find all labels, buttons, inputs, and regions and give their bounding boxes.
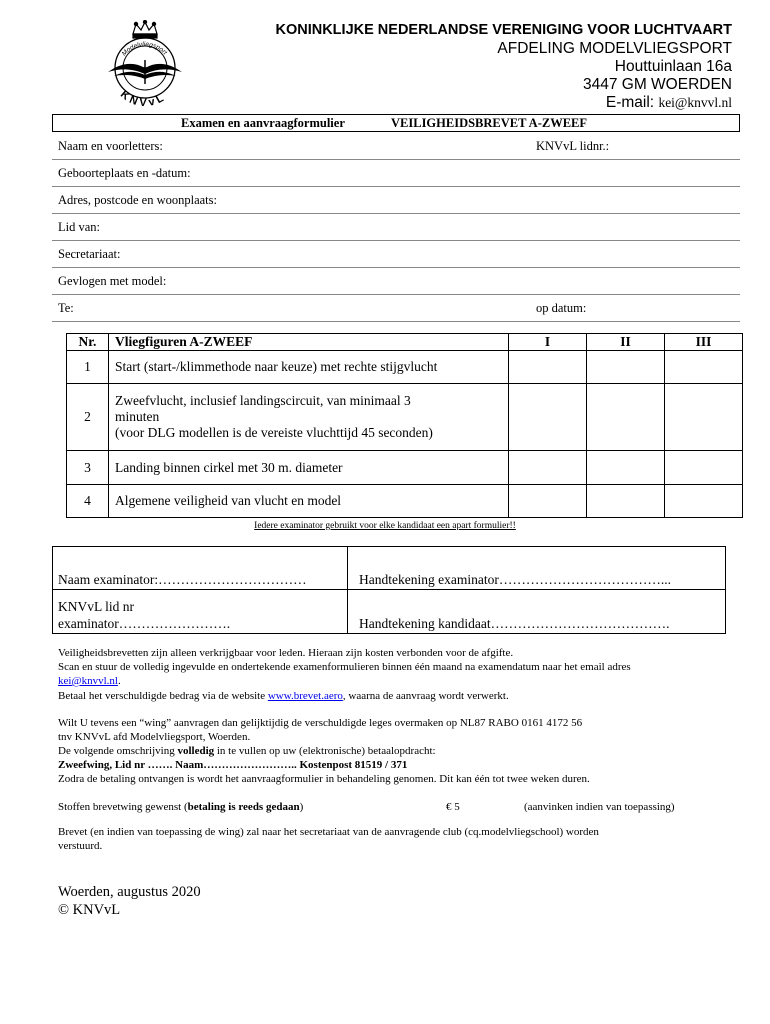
header-nr: Nr. <box>67 334 109 351</box>
propeller-icon <box>137 60 153 84</box>
field-lidnr-label: KNVvL lidnr.: <box>536 139 610 153</box>
form-title-box <box>52 114 740 132</box>
field-location-date[interactable] <box>52 295 740 322</box>
field-birth-label: Geboorteplaats en -datum: <box>58 166 191 180</box>
table-row <box>67 384 743 451</box>
wing-checkbox-note[interactable]: (aanvinken indien van toepassing) <box>524 801 675 813</box>
text-p5: tnv KNVvL afd Modelvliegsport, Woerden. <box>58 731 251 743</box>
address-line-1: Houttuinlaan 16a <box>614 58 732 75</box>
score-cell-3[interactable] <box>665 451 743 485</box>
score-cell-1[interactable] <box>509 351 587 384</box>
text-p4: Wilt U tevens een “wing” aanvragen dan gelijktijdig de verschuldigde leges overmaken op NL87 RABO 0161 4172 56 <box>58 717 583 729</box>
field-name[interactable] <box>52 133 740 160</box>
header-col-3: III <box>665 334 743 351</box>
text-p8: Zodra de betaling ontvangen is wordt het aanvraagformulier in behandeling genomen. Dit kan één tot twee weken duren. <box>58 773 590 785</box>
svg-text:K N V v L <box>118 88 166 109</box>
field-location-label: Te: <box>58 301 74 315</box>
score-cell-2[interactable] <box>587 351 665 384</box>
row-nr: 3 <box>67 451 109 485</box>
examiner-box-divider <box>53 589 725 590</box>
row-desc: Landing binnen cirkel met 30 m. diameter <box>109 451 509 485</box>
wing-price: € 5 <box>446 801 460 813</box>
candidate-signature-field[interactable]: Handtekening kandidaat…………………………………. <box>359 616 670 631</box>
text-p11: verstuurd. <box>58 840 103 852</box>
examiner-note: Iedere examinator gebruikt voor elke kandidaat een apart formulier!! <box>254 521 516 531</box>
examiner-name-field[interactable]: Naam examinator:…………………………… <box>58 572 307 587</box>
row-nr: 4 <box>67 485 109 518</box>
email-line <box>606 94 732 112</box>
table-row <box>67 351 743 384</box>
row-nr: 1 <box>67 351 109 384</box>
examiner-lid-field[interactable]: examinator……………………. <box>58 616 231 631</box>
row-desc <box>109 384 509 451</box>
crown-icon <box>133 20 157 38</box>
score-cell-1[interactable] <box>509 384 587 451</box>
field-birth[interactable] <box>52 160 740 187</box>
text-p3 <box>58 690 509 703</box>
figures-header-row <box>67 334 743 351</box>
field-model[interactable] <box>52 268 740 295</box>
form-title: Examen en aanvraagformulier <box>181 116 345 130</box>
figures-table <box>66 333 743 518</box>
score-cell-3[interactable] <box>665 384 743 451</box>
field-member-of[interactable] <box>52 214 740 241</box>
field-secretariat-label: Secretariaat: <box>58 247 121 261</box>
text-p1: Veiligheidsbrevetten zijn alleen verkrijgbaar voor leden. Hieraan zijn kosten verbonden voor de afgifte. <box>58 647 514 659</box>
knvvl-logo <box>100 20 190 115</box>
logo-text-bottom: K N V v L <box>117 88 166 110</box>
row-desc: Start (start-/klimmethode naar keuze) met rechte stijgvlucht <box>109 351 509 384</box>
examiner-box-divider <box>347 547 348 633</box>
table-row <box>67 451 743 485</box>
score-cell-1[interactable] <box>509 451 587 485</box>
text-p9-end: ) <box>299 801 304 813</box>
text-p3-start: Betaal het verschuldigde bedrag via de website <box>58 690 268 702</box>
field-model-label: Gevlogen met model: <box>58 274 167 288</box>
row-desc-line: Zweefvlucht, inclusief landingscircuit, van minimaal 3 <box>115 393 411 408</box>
text-p7-payment-reference: Zweefwing, Lid nr ……. Naam…………………….. Kostenpost 81519 / 371 <box>58 759 408 771</box>
email-label: E-mail: <box>605 94 659 111</box>
text-p6-bold: volledig <box>177 745 215 757</box>
field-member-of-label: Lid van: <box>58 220 101 234</box>
text-p6 <box>58 745 436 758</box>
table-row <box>67 485 743 518</box>
text-p2: Scan en stuur de volledig ingevulde en ondertekende examenformulieren binnen één maand na examendatum naar het email adres <box>58 661 631 673</box>
score-cell-3[interactable] <box>665 351 743 384</box>
row-desc-line: (voor DLG modellen is de vereiste vluchttijd 45 seconden) <box>115 425 433 440</box>
text-p9-start: Stoffen brevetwing gewenst ( <box>58 801 188 813</box>
logo-text-top: Modelvliegsport <box>120 41 169 58</box>
text-p6-end: in te vullen op uw (elektronische) betaalopdracht: <box>214 745 436 757</box>
form-subject: VEILIGHEIDSBREVET A-ZWEEF <box>391 116 588 130</box>
header-col-2: II <box>587 334 665 351</box>
row-desc-line: minuten <box>115 409 160 424</box>
row-desc: Algemene veiligheid van vlucht en model <box>109 485 509 518</box>
text-p9-bold: betaling is reeds gedaan <box>187 801 300 813</box>
footer-date: Woerden, augustus 2020 <box>58 884 201 900</box>
footer-copyright: © KNVvL <box>58 902 121 918</box>
email-address: kei@knvvl.nl <box>658 95 732 110</box>
text-p2-end: . <box>117 675 121 687</box>
field-date-label: op datum: <box>536 301 587 315</box>
header-col-1: I <box>509 334 587 351</box>
address-line-2: 3447 GM WOERDEN <box>582 76 732 93</box>
examiner-lid-label: KNVvL lid nr <box>58 599 134 614</box>
examiner-box <box>52 546 726 634</box>
org-name: KONINKLIJKE NEDERLANDSE VERENIGING VOOR LUCHTVAART <box>275 22 732 38</box>
score-cell-2[interactable] <box>587 451 665 485</box>
score-cell-2[interactable] <box>587 485 665 518</box>
text-p3-end: , waarna de aanvraag wordt verwerkt. <box>342 690 509 702</box>
field-name-label: Naam en voorletters: <box>58 139 163 153</box>
header-figures: Vliegfiguren A-ZWEEF <box>109 334 509 351</box>
field-address-label: Adres, postcode en woonplaats: <box>58 193 217 207</box>
score-cell-2[interactable] <box>587 384 665 451</box>
row-nr: 2 <box>67 384 109 451</box>
score-cell-1[interactable] <box>509 485 587 518</box>
score-cell-3[interactable] <box>665 485 743 518</box>
field-secretariat[interactable] <box>52 241 740 268</box>
field-address[interactable] <box>52 187 740 214</box>
examiner-signature-field[interactable]: Handtekening examinator………………………………... <box>359 572 671 587</box>
department: AFDELING MODELVLIEGSPORT <box>497 40 732 57</box>
website-link[interactable]: www.brevet.aero <box>267 690 343 702</box>
text-p6-start: De volgende omschrijving <box>58 745 178 757</box>
email-link[interactable]: kei@knvvl.nl <box>58 675 118 687</box>
text-p2-link-line <box>58 675 121 688</box>
text-p9 <box>58 801 303 814</box>
text-p10: Brevet (en indien van toepassing de wing) zal naar het secretariaat van de aanvragende club (cq.modelvliegschool) worden <box>58 826 599 838</box>
